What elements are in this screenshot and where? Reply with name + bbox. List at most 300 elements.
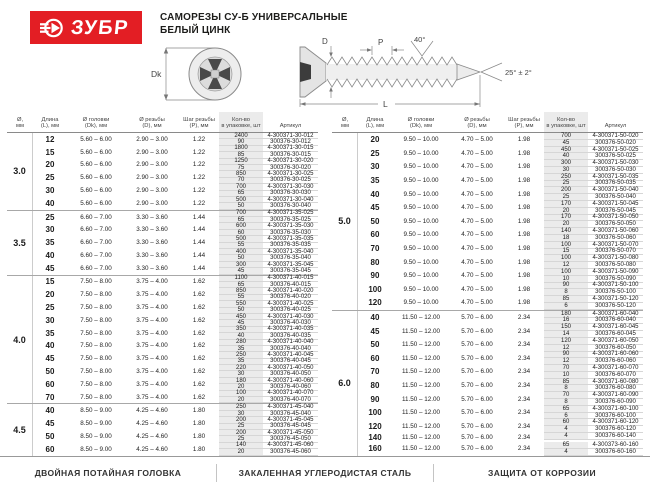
head-diameter-cell: 6.60 – 7.00 bbox=[80, 251, 112, 259]
head-diameter-cell: 11.50 – 12.00 bbox=[401, 395, 441, 403]
qty-cell: 45 bbox=[544, 140, 588, 146]
qty-cell: 8 bbox=[544, 399, 588, 405]
thread-diameter-cell: 4.70 – 5.00 bbox=[461, 299, 493, 307]
article-cell: 4-300371-30-020 bbox=[267, 158, 314, 165]
article-cell: 4-300371-45-050 bbox=[267, 429, 314, 436]
pitch-cell: 1.62 bbox=[192, 316, 206, 324]
thread-diameter-cell: 2.90 – 3.00 bbox=[136, 135, 168, 143]
table-row bbox=[33, 443, 318, 456]
article-cell: 4-300371-30-030 bbox=[267, 183, 314, 190]
article-cell: 300376-45-040 bbox=[270, 410, 311, 417]
article-cell: 4-300371-60-080 bbox=[592, 378, 639, 385]
head-diameter-cell: 9.50 – 10.00 bbox=[403, 258, 439, 266]
pitch-cell: 1.44 bbox=[192, 226, 206, 234]
head-diameter-cell: 11.50 – 12.00 bbox=[401, 434, 441, 442]
article-cell: 4-300371-45-060 bbox=[267, 442, 314, 449]
pitch-cell: 2.34 bbox=[517, 445, 531, 453]
qty-cell: 4 bbox=[544, 449, 588, 455]
qty-cell: 50 bbox=[219, 255, 263, 260]
zubr-arrow-icon bbox=[40, 16, 64, 40]
article-cell: 300376-50-090 bbox=[595, 275, 636, 282]
thread-diameter-cell: 3.75 – 4.00 bbox=[136, 342, 168, 350]
qty-cell: 90 bbox=[544, 352, 588, 358]
thread-diameter-cell: 3.75 – 4.00 bbox=[136, 316, 168, 324]
thread-diameter-cell: 3.30 – 3.60 bbox=[136, 264, 168, 272]
thread-diameter-cell: 5.70 – 6.00 bbox=[461, 381, 493, 389]
article-cell: 4-300371-40-030 bbox=[267, 313, 314, 320]
length-cell: 35 bbox=[370, 176, 380, 186]
qty-cell: 250 bbox=[544, 174, 588, 180]
pitch-cell: 1.44 bbox=[192, 239, 206, 247]
article-cell: 4-300371-35-040 bbox=[267, 248, 314, 255]
length-cell: 45 bbox=[45, 354, 55, 364]
diameter-group bbox=[7, 275, 318, 404]
article-cell: 300376-40-070 bbox=[270, 396, 311, 403]
length-cell: 50 bbox=[370, 216, 380, 226]
table-row bbox=[358, 392, 643, 406]
thread-diameter-cell: 3.30 – 3.60 bbox=[136, 251, 168, 259]
thread-diameter-cell: 5.70 – 6.00 bbox=[461, 395, 493, 403]
table-row bbox=[358, 187, 643, 201]
qty-cell: 180 bbox=[544, 311, 588, 317]
pitch-cell: 1.98 bbox=[517, 272, 531, 280]
length-cell: 120 bbox=[368, 298, 382, 308]
qty-cell: 18 bbox=[544, 235, 588, 241]
thread-diameter-cell: 4.70 – 5.00 bbox=[461, 149, 493, 157]
pitch-cell: 1.62 bbox=[192, 278, 206, 286]
length-cell: 40 bbox=[45, 341, 55, 351]
length-cell: 30 bbox=[45, 225, 55, 235]
thread-diameter-cell: 5.70 – 6.00 bbox=[461, 409, 493, 417]
article-cell: 4-300371-40-025 bbox=[267, 300, 314, 307]
qty-cell: 65 bbox=[219, 282, 263, 287]
length-cell: 25 bbox=[45, 303, 55, 313]
pitch-cell: 2.34 bbox=[517, 395, 531, 403]
article-cell: 300376-50-045 bbox=[595, 207, 636, 214]
head-diameter-cell: 6.60 – 7.00 bbox=[80, 239, 112, 247]
thread-diameter-cell: 3.75 – 4.00 bbox=[136, 291, 168, 299]
pitch-cell: 2.34 bbox=[517, 434, 531, 442]
table-row bbox=[358, 352, 643, 366]
head-diameter-cell: 9.50 – 10.00 bbox=[403, 163, 439, 171]
thread-diameter-cell: 5.70 – 6.00 bbox=[461, 341, 493, 349]
article-cell: 300376-60-080 bbox=[595, 385, 636, 392]
table-header-cell: Ø головки (Dk), мм bbox=[82, 116, 110, 130]
article-cell: 300376-60-140 bbox=[595, 432, 636, 439]
article-cell: 300376-40-025 bbox=[270, 307, 311, 314]
article-cell: 4-300371-40-015 bbox=[267, 275, 314, 282]
pitch-cell: 2.34 bbox=[517, 354, 531, 362]
article-cell: 4-300371-30-025 bbox=[267, 171, 314, 178]
thread-diameter-cell: 4.70 – 5.00 bbox=[461, 190, 493, 198]
article-cell: 300376-50-040 bbox=[595, 194, 636, 201]
thread-diameter-cell: 3.75 – 4.00 bbox=[136, 367, 168, 375]
length-cell: 45 bbox=[45, 419, 55, 429]
thread-diameter-cell: 5.70 – 6.00 bbox=[461, 368, 493, 376]
pitch-cell: 1.44 bbox=[192, 213, 206, 221]
article-cell: 300376-30-025 bbox=[270, 177, 311, 184]
length-cell: 40 bbox=[45, 250, 55, 260]
article-cell: 300376-30-012 bbox=[270, 139, 311, 146]
article-cell: 300376-30-015 bbox=[270, 151, 311, 158]
thread-diameter-cell: 4.70 – 5.00 bbox=[461, 177, 493, 185]
table-row bbox=[33, 159, 318, 172]
qty-cell: 65 bbox=[219, 217, 263, 222]
head-diameter-cell: 5.60 – 6.00 bbox=[80, 161, 112, 169]
head-diameter-cell: 7.50 – 8.00 bbox=[80, 367, 112, 375]
pitch-cell: 1.80 bbox=[192, 445, 206, 453]
article-cell: 300376-45-050 bbox=[270, 436, 311, 443]
thread-diameter-cell: 2.90 – 3.00 bbox=[136, 174, 168, 182]
table-row bbox=[33, 417, 318, 430]
thread-diameter-cell: 2.90 – 3.00 bbox=[136, 187, 168, 195]
article-cell: 300376-60-160 bbox=[595, 448, 636, 455]
article-cell: 4-300371-35-045 bbox=[267, 261, 314, 268]
pitch-cell: 1.44 bbox=[192, 251, 206, 259]
table-row bbox=[358, 160, 643, 174]
length-cell: 40 bbox=[370, 189, 380, 199]
qty-cell: 25 bbox=[544, 194, 588, 200]
qty-cell: 10 bbox=[544, 276, 588, 282]
diameter-label: 3.0 bbox=[7, 133, 33, 210]
thread-diameter-cell: 3.75 – 4.00 bbox=[136, 393, 168, 401]
article-cell: 300376-30-030 bbox=[270, 190, 311, 197]
length-cell: 80 bbox=[370, 380, 380, 390]
qty-cell: 100 bbox=[219, 391, 263, 396]
spec-table-left bbox=[7, 112, 318, 456]
head-diameter-cell: 11.50 – 12.00 bbox=[401, 409, 441, 417]
article-cell: 4-300371-30-015 bbox=[267, 145, 314, 152]
length-cell: 60 bbox=[45, 444, 55, 454]
pitch-cell: 2.34 bbox=[517, 381, 531, 389]
length-cell: 20 bbox=[45, 160, 55, 170]
qty-cell: 200 bbox=[544, 187, 588, 193]
head-diameter-cell: 7.50 – 8.00 bbox=[80, 342, 112, 350]
length-cell: 45 bbox=[370, 326, 380, 336]
length-cell: 35 bbox=[45, 328, 55, 338]
table-row bbox=[358, 255, 643, 269]
qty-cell: 700 bbox=[544, 133, 588, 139]
article-cell: 4-300371-50-040 bbox=[592, 187, 639, 194]
length-cell: 45 bbox=[370, 203, 380, 213]
qty-cell: 6 bbox=[544, 303, 588, 309]
l-label: L bbox=[383, 99, 388, 109]
qty-cell: 25 bbox=[544, 181, 588, 187]
qty-cell: 550 bbox=[219, 301, 263, 306]
pitch-cell: 1.62 bbox=[192, 393, 206, 401]
head-diameter-cell: 7.50 – 8.00 bbox=[80, 355, 112, 363]
article-cell: 300376-45-045 bbox=[270, 423, 311, 430]
article-cell: 300376-40-045 bbox=[270, 358, 311, 365]
table-header-cell: Ø головки (Dk), мм bbox=[407, 116, 435, 130]
pitch-cell: 1.98 bbox=[517, 190, 531, 198]
table-row bbox=[358, 242, 643, 256]
qty-cell: 500 bbox=[219, 197, 263, 202]
article-cell: 300376-50-070 bbox=[595, 248, 636, 255]
length-cell: 12 bbox=[45, 134, 55, 144]
table-row bbox=[33, 223, 318, 236]
spec-table-right bbox=[332, 112, 643, 456]
article-cell: 4-300371-40-060 bbox=[267, 377, 314, 384]
qty-cell: 40 bbox=[219, 333, 263, 338]
pitch-cell: 2.34 bbox=[517, 327, 531, 335]
length-cell: 60 bbox=[370, 353, 380, 363]
article-cell: 4-300371-40-020 bbox=[267, 288, 314, 295]
qty-cell: 70 bbox=[544, 392, 588, 398]
table-row bbox=[358, 201, 643, 215]
article-cell: 300376-40-035 bbox=[270, 332, 311, 339]
length-cell: 25 bbox=[45, 173, 55, 183]
pack-row bbox=[544, 449, 643, 456]
length-cell: 140 bbox=[368, 433, 382, 443]
length-cell: 30 bbox=[370, 162, 380, 172]
article-cell: 300376-60-120 bbox=[595, 426, 636, 433]
qty-cell: 200 bbox=[219, 417, 263, 422]
head-diameter-cell: 7.50 – 8.00 bbox=[80, 291, 112, 299]
qty-cell: 1800 bbox=[219, 146, 263, 151]
article-cell: 4-300371-30-012 bbox=[267, 132, 314, 139]
table-row bbox=[33, 301, 318, 314]
head-diameter-cell: 8.50 – 9.00 bbox=[80, 420, 112, 428]
qty-cell: 25 bbox=[219, 436, 263, 441]
qty-cell: 8 bbox=[544, 385, 588, 391]
article-cell: 300376-60-060 bbox=[595, 358, 636, 365]
article-cell: 4-300371-40-070 bbox=[267, 390, 314, 397]
qty-cell: 90 bbox=[219, 139, 263, 144]
diameter-group bbox=[7, 210, 318, 275]
length-cell: 25 bbox=[45, 212, 55, 222]
head-diameter-cell: 7.50 – 8.00 bbox=[80, 304, 112, 312]
qty-cell: 1250 bbox=[219, 159, 263, 164]
qty-cell: 2400 bbox=[219, 133, 263, 138]
table-row bbox=[33, 327, 318, 340]
table-header-cell: Шаг резьбы (P), мм bbox=[183, 116, 215, 130]
tip-angle-label: 25° ± 2° bbox=[505, 68, 532, 77]
pitch-cell: 1.22 bbox=[192, 187, 206, 195]
thread-angle-label: 40° bbox=[414, 35, 426, 44]
table-row bbox=[358, 419, 643, 433]
thread-diameter-cell: 4.25 – 4.60 bbox=[136, 445, 168, 453]
qty-cell: 250 bbox=[219, 352, 263, 357]
table-row bbox=[358, 379, 643, 393]
qty-cell: 35 bbox=[219, 346, 263, 351]
head-diameter-cell: 8.50 – 9.00 bbox=[80, 407, 112, 415]
article-cell: 300376-50-050 bbox=[595, 221, 636, 228]
article-cell: 4-300371-35-025 bbox=[267, 210, 314, 217]
thread-diameter-cell: 5.70 – 6.00 bbox=[461, 445, 493, 453]
head-diameter-cell: 5.60 – 6.00 bbox=[80, 135, 112, 143]
head-diameter-cell: 11.50 – 12.00 bbox=[401, 368, 441, 376]
p-label: P bbox=[378, 38, 384, 47]
article-cell: 300376-30-020 bbox=[270, 164, 311, 171]
pitch-cell: 1.22 bbox=[192, 161, 206, 169]
qty-cell: 85 bbox=[544, 296, 588, 302]
qty-cell: 55 bbox=[219, 243, 263, 248]
article-cell: 4-300371-50-070 bbox=[592, 241, 639, 248]
qty-cell: 20 bbox=[544, 221, 588, 227]
thread-diameter-cell: 3.75 – 4.00 bbox=[136, 304, 168, 312]
article-cell: 4-300371-50-035 bbox=[592, 173, 639, 180]
qty-cell: 1100 bbox=[219, 276, 263, 281]
article-cell: 4-300371-60-090 bbox=[592, 392, 639, 399]
qty-cell: 20 bbox=[544, 208, 588, 214]
pack-row bbox=[544, 303, 643, 310]
head-diameter-cell: 9.50 – 10.00 bbox=[403, 177, 439, 185]
feature-double-countersunk-head: ДВОЙНАЯ ПОТАЙНАЯ ГОЛОВКА bbox=[34, 467, 182, 478]
diameter-group bbox=[332, 133, 643, 310]
table-row bbox=[358, 406, 643, 420]
table-row bbox=[33, 430, 318, 443]
table-header-cell: Шаг резьбы (P), мм bbox=[508, 116, 540, 130]
qty-cell: 700 bbox=[219, 184, 263, 189]
spec-tables bbox=[0, 112, 650, 456]
head-diameter-cell: 11.50 – 12.00 bbox=[401, 381, 441, 389]
qty-cell: 75 bbox=[219, 165, 263, 170]
article-cell: 300376-50-020 bbox=[595, 139, 636, 146]
qty-cell: 14 bbox=[544, 331, 588, 337]
thread-diameter-cell: 5.70 – 6.00 bbox=[461, 314, 493, 322]
head-diameter-cell: 11.50 – 12.00 bbox=[401, 445, 441, 453]
article-cell: 300376-50-025 bbox=[595, 153, 636, 160]
head-diameter-cell: 7.50 – 8.00 bbox=[80, 316, 112, 324]
head-diameter-cell: 9.50 – 10.00 bbox=[403, 272, 439, 280]
length-cell: 15 bbox=[45, 277, 55, 287]
table-row bbox=[33, 378, 318, 391]
length-cell: 20 bbox=[45, 290, 55, 300]
qty-cell: 50 bbox=[219, 203, 263, 208]
diameter-group bbox=[7, 403, 318, 455]
article-cell: 300376-35-030 bbox=[270, 229, 311, 236]
pitch-cell: 1.22 bbox=[192, 148, 206, 156]
length-cell: 50 bbox=[45, 431, 55, 441]
qty-cell: 70 bbox=[219, 178, 263, 183]
article-cell: 4-300371-45-045 bbox=[267, 416, 314, 423]
qty-cell: 170 bbox=[544, 201, 588, 207]
article-cell: 300376-35-040 bbox=[270, 255, 311, 262]
thread-diameter-cell: 2.90 – 3.00 bbox=[136, 199, 168, 207]
head-diameter-cell: 7.50 – 8.00 bbox=[80, 380, 112, 388]
head-diameter-cell: 9.50 – 10.00 bbox=[403, 217, 439, 225]
qty-cell: 60 bbox=[544, 419, 588, 425]
qty-cell: 300 bbox=[544, 160, 588, 166]
article-cell: 4-300371-50-030 bbox=[592, 160, 639, 167]
pitch-cell: 1.44 bbox=[192, 264, 206, 272]
table-header-cell: Длина (L), мм bbox=[365, 116, 385, 130]
head-diameter-cell: 9.50 – 10.00 bbox=[403, 231, 439, 239]
head-diameter-cell: 8.50 – 9.00 bbox=[80, 432, 112, 440]
length-cell: 20 bbox=[370, 135, 380, 145]
table-row bbox=[33, 404, 318, 417]
article-cell: 300376-50-080 bbox=[595, 262, 636, 269]
head-diameter-cell: 6.60 – 7.00 bbox=[80, 264, 112, 272]
article-cell: 4-300371-40-045 bbox=[267, 351, 314, 358]
head-diameter-cell: 6.60 – 7.00 bbox=[80, 226, 112, 234]
length-cell: 100 bbox=[368, 408, 382, 418]
page-title-line2: БЕЛЫЙ ЦИНК bbox=[160, 24, 231, 36]
table-row bbox=[358, 442, 643, 456]
table-header-cell: Ø резьбы (D), мм bbox=[139, 116, 165, 130]
article-cell: 4-300371-50-060 bbox=[592, 228, 639, 235]
article-cell: 300376-35-025 bbox=[270, 216, 311, 223]
qty-cell: 450 bbox=[544, 147, 588, 153]
diameter-label: 5.0 bbox=[332, 133, 358, 310]
pitch-cell: 2.34 bbox=[517, 368, 531, 376]
head-diameter-cell: 5.60 – 6.00 bbox=[80, 187, 112, 195]
pitch-cell: 1.22 bbox=[192, 174, 206, 182]
qty-cell: 140 bbox=[544, 228, 588, 234]
qty-cell: 300 bbox=[219, 262, 263, 267]
pitch-cell: 1.62 bbox=[192, 304, 206, 312]
qty-cell: 70 bbox=[544, 365, 588, 371]
table-header bbox=[332, 112, 643, 133]
table-row bbox=[358, 296, 643, 310]
length-cell: 60 bbox=[45, 379, 55, 389]
qty-cell: 400 bbox=[219, 249, 263, 254]
article-cell: 300376-50-035 bbox=[595, 180, 636, 187]
table-header-cell: Кол-во в упаковке, шт bbox=[544, 112, 588, 132]
article-cell: 4-300371-40-050 bbox=[267, 364, 314, 371]
thread-diameter-cell: 3.75 – 4.00 bbox=[136, 380, 168, 388]
qty-cell: 20 bbox=[219, 397, 263, 402]
thread-diameter-cell: 3.75 – 4.00 bbox=[136, 329, 168, 337]
length-cell: 50 bbox=[370, 340, 380, 350]
table-row bbox=[33, 262, 318, 275]
thread-diameter-cell: 3.30 – 3.60 bbox=[136, 239, 168, 247]
article-cell: 300376-40-015 bbox=[270, 281, 311, 288]
qty-cell: 350 bbox=[219, 327, 263, 332]
thread-diameter-cell: 2.90 – 3.00 bbox=[136, 148, 168, 156]
article-cell: 4-300371-60-050 bbox=[592, 337, 639, 344]
thread-diameter-cell: 4.70 – 5.00 bbox=[461, 258, 493, 266]
article-cell: 300376-50-120 bbox=[595, 302, 636, 309]
table-row bbox=[33, 314, 318, 327]
table-header-cell: Ø, мм bbox=[16, 116, 24, 130]
pitch-cell: 1.62 bbox=[192, 355, 206, 363]
table-header-cell: Кол-во в упаковке, шт bbox=[219, 112, 263, 132]
table-row bbox=[358, 365, 643, 379]
length-cell: 70 bbox=[45, 392, 55, 402]
length-cell: 90 bbox=[370, 394, 380, 404]
table-row bbox=[358, 433, 643, 442]
table-row bbox=[33, 211, 318, 224]
table-row bbox=[33, 197, 318, 210]
dk-label: Dk bbox=[151, 69, 162, 79]
pitch-cell: 1.98 bbox=[517, 217, 531, 225]
pitch-cell: 2.34 bbox=[517, 409, 531, 417]
thread-diameter-cell: 5.70 – 6.00 bbox=[461, 354, 493, 362]
article-cell: 4-300371-60-120 bbox=[592, 419, 639, 426]
article-cell: 4-300371-40-040 bbox=[267, 339, 314, 346]
head-diameter-cell: 11.50 – 12.00 bbox=[401, 341, 441, 349]
article-cell: 4-300371-50-020 bbox=[592, 132, 639, 139]
table-row bbox=[33, 340, 318, 353]
article-cell: 4-300371-35-035 bbox=[267, 235, 314, 242]
qty-cell: 15 bbox=[544, 249, 588, 255]
head-diameter-cell: 6.60 – 7.00 bbox=[80, 213, 112, 221]
qty-cell: 12 bbox=[544, 358, 588, 364]
table-row bbox=[358, 269, 643, 283]
pitch-cell: 1.80 bbox=[192, 420, 206, 428]
article-cell: 300376-40-040 bbox=[270, 345, 311, 352]
diameter-label: 4.0 bbox=[7, 276, 33, 404]
table-header-cell: Артикул bbox=[279, 123, 302, 130]
head-diameter-cell: 8.50 – 9.00 bbox=[80, 445, 112, 453]
table-row bbox=[33, 249, 318, 262]
thread-diameter-cell: 4.25 – 4.60 bbox=[136, 407, 168, 415]
table-row bbox=[33, 184, 318, 197]
diameter-label: 4.5 bbox=[7, 404, 33, 455]
qty-cell: 600 bbox=[219, 223, 263, 228]
